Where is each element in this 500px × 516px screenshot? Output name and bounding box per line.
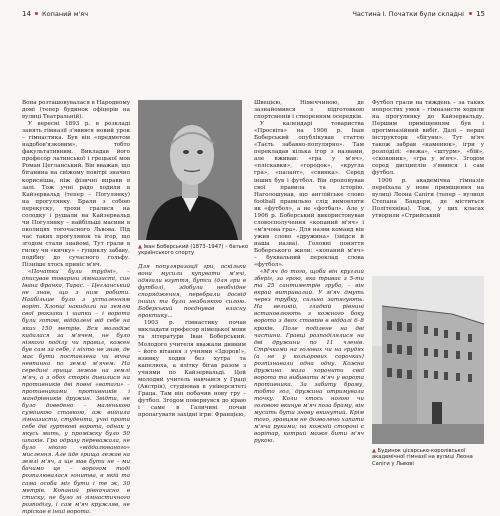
paragraph: 1903 р. гімнастику почав викладати професор німецької мови та літератури Іван Боберський. Молодого учителя вважали дивним – його вітання з учнями «Здоров!», взимку ходив без хутра та капелюха, а влітку бігав разом з учнями по Кайзервальді. Цей молодий учитель навчався у Граці (Австрія), студіював в університеті Граца. Там він побачив нову гру – футбол. Згодом повернувся до краю і саме в Галичині почав пропагувати західні ігри: Францією, [138,320,246,418]
header-separator [35,12,38,15]
text-column-3 [254,100,364,485]
text-column-1 [22,100,130,515]
quote-paragraph: «М'яч до того, щоби він круглий зберіг, за грою, яка триває з 5-ти та 25 сантиметрів груба, – він вкрай витривалий. У м'яч дмуть через трубку, сильно затягують. На великій, гладкій рівнині встановлюють з кожного боку ворота з двох стовпів в віддалі 6–8 кроків. Поле поділене на дві частини. Гравці розподілялися на дві дружини по 11 членів. Стрічками на головах чи на грудях (а не у кольорових сорочках) розпізнавали одна одну. Кожна дружина мала хоронити свої ворота та вибивати м'яч у ворота противника. За забиту браму, тобто гол, дружина отримувала точку. Коли хтось ногою чи головою вкинув м'яч поза браму, він мусить бути знову вкинутий. Крім того, гравцям не дозволено хапати м'яча руками; на кожній стороні є ворітар, котрий може бити м'яч рукою. [254,269,364,445]
running-title-right: Частина І. Початки були складні [352,10,464,18]
caption-text: Іван Боберський (1873–1947) – батько українського спорту [138,244,249,257]
building-caption [372,448,484,467]
quote-paragraph: Для популяризації гри, оскільки вони мусили купувати м'ячі, одягали взуття, бутси (для гри в футбол), здобули необхідне спорядження, перебрали досвід інших та були неабиякою силою. Боберський поєднував власну практику... [138,264,246,320]
paragraph: 1906 р. академічна гімназія переїхала у нове приміщення на вулиці Леона Сапіги (тепер – вулиця Степана Бандери, де міститься Політехніка). Тож, у цих класах утворили «Стрийський [372,177,484,219]
text-column-2 [138,264,246,485]
building-photo [372,276,484,444]
paragraph: Футбол грали на тиждень – за таких непростих умов – гімназисти ходили на прогулянку до Кайзервальду. Першим приміщенням був і прогімназійний вибіг. Далі – перші інструктори «бігуни». Тут м'яч також забрав «каменюк», ігри у розподілі: «вежа», «штурм», «бій», «сковоник», «гра у м'яч». Згодом серед дисциплін з'явився і сам футбол. [372,100,484,177]
quote-paragraph: «Початки були трудні», – описував товариш гімназисті, син Івана Франка, Тарас. – Цегланський не знав, що з ним робити. Найбільше було з усталенням воріт. Хлопці накидали на землю свої рюкзаки і шапки – і ворота були готові, віддалені від себе на яких 150 метрів. Вся молодіж кидалася за м'ячем, не було ніякого поділу чи правил, кожен був сам за себе, і ніхто не знав, де має бути поставлена чи вічна невпинна по землі м'ячем. На середині грища лежав на землі м'яч, а з обох сторін дивилися на противників дві повні «ватаги» – противниками противників і мандрівників дружин. Звідти, не було доведено – маленькою сумішкою ставкою, аж вийшла гімназисти, студенти, учні проти себе дві гурткові ворота, однак у якусь мить, у проміжку було 50 шпаків. Гра одразу переважала, не було нікого «віддалюваного» мислення. Але йде грища лежав на землі м'яч, а ще мав бути не – ми бачимо це – ворогом тоді розпалювалася гонитва, в якій та сама особа міг бути і те ж, 30 метрів. Копаний рівночасно в стиску, не було ні гімнастичного розподілу, і сам м'яч кружляв, не тріскав в інші ворота. [22,269,130,515]
building-image [372,276,484,444]
paragraph: У календарі товариства «Просвіта» на 1906 р. Іван Боберський опублікував статтю «Таєть забавно-популярно». Там перекладав кілька ігор з назвами, але вживав: «гра у м'яч», «пліскавки», «городок», «кругла гра», «палант», «свинка». Серед інших був і футбол. Він пропонував свої правила та історію. Наголошував, що англійське слово football правильно слід вимовляти як «футбол», а не «фотбал». Але у 1906 р. Боберський використовував словосполучення «копаний м'яч» і «м'ячова гра». Для назви команд він ужив слово «дружина» (звідси й наша назва). Головні поняття Боберського жили: «копаний м'яч» – буквальний переклад слова «футбол». [254,121,364,269]
header-separator [469,12,472,15]
page-number-right: 15 [476,10,485,18]
caption-text: Будинок цісарсько-королівської академічної гімназії на вулиці Леона Сапіги у Львові [372,448,473,467]
paragraph: У вересні 1893 р. в розкладі занять гімназії з'явився новий урок – гімнастика. Був він «предметом надобов'язковим», тобто факультативним. Викладав його професор латинської і грецької мов Роман Цегланський. Він вважав, що біганина на свіжому повітрі значно корисніша, ніж фізичні вправи в залі. Тож учні радо ходили в Кайзервальд (тепер – Погулянку) на прогулянку. Брали з собою перекуску, трохи гралися на солодку і рушали на Кайзервальд чи Погулянку – найбільші масиви в околицях тогочасного Львова. Під час таких прогулянок та ігор, що згодом стали знайомі, Тут грали в гилку чи «кичку» – гущиклу забаву, подібну до сучасного гольфу. Пізніше хтось приніс м'яч. [22,121,130,269]
running-title-left: Копаний м'яч [42,10,89,18]
caption-marker: ▲ [372,448,376,454]
caption-marker: ▲ [138,244,142,250]
paragraph: Швецією, Німеччиною, де зазнайомився з підготовкою спортсменів і створенням осередків. [254,100,364,121]
portrait-caption [138,244,248,257]
page-number-left: 14 [22,10,31,18]
text-column-4 [372,100,484,270]
portrait-image [138,100,242,240]
portrait-photo [138,100,242,240]
paragraph: Вона розташовувалася в Народному домі (тепер будинок офіцерів на вулиці Театральній). [22,100,130,121]
